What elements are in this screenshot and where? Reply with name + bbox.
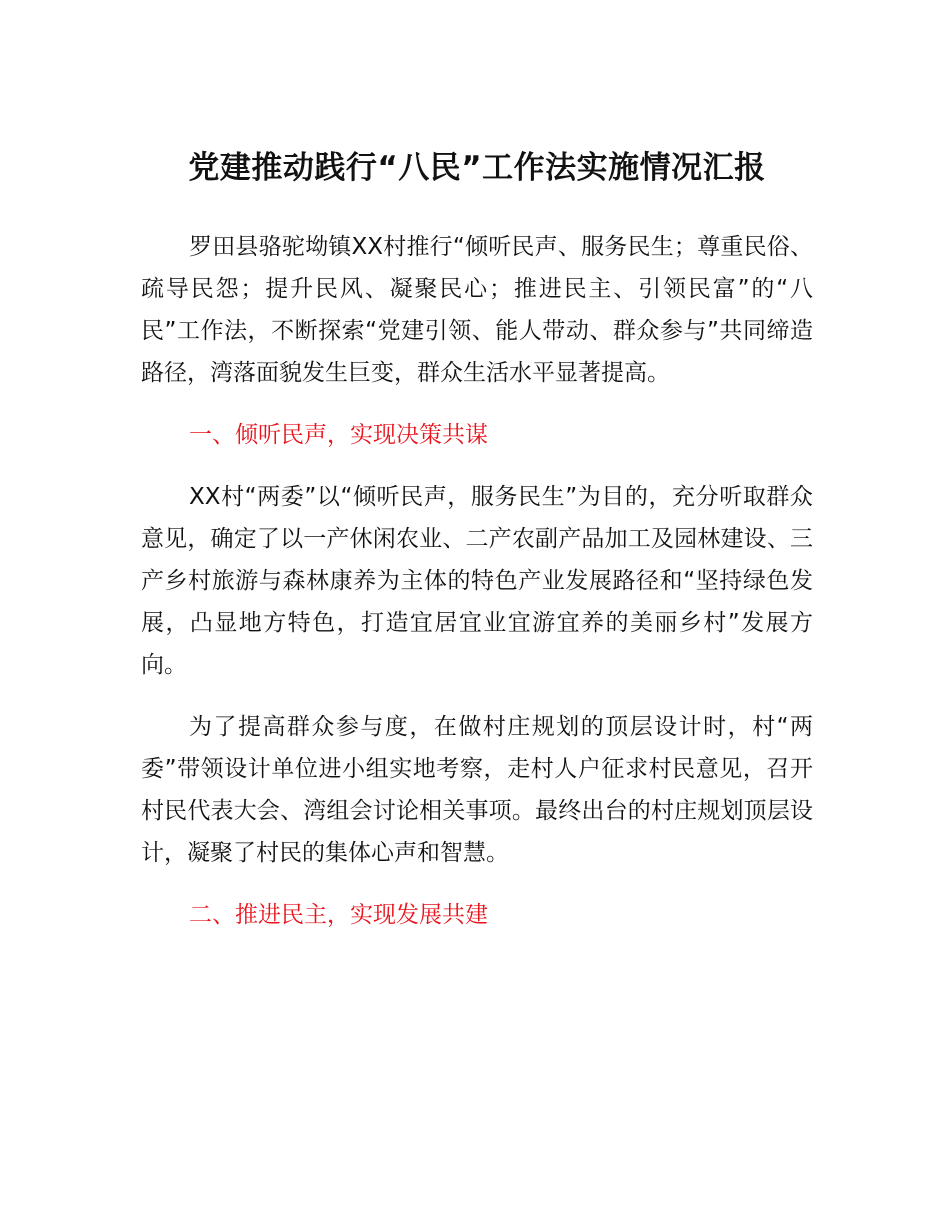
spacer bbox=[141, 874, 813, 894]
document-body bbox=[141, 138, 813, 936]
intro-paragraph: 罗田县骆驼坳镇XX村推行“倾听民声、服务民生；尊重民俗、疏导民怨；提升民风、凝聚民心；推进民主、引领民富”的“八民”工作法，不断探索“党建引领、能人带动、群众参与”共同缔造路径，湾落面貌发生巨变，群众生活水平显著提高。 bbox=[141, 234, 813, 386]
section-1-heading: 一、倾听民声，实现决策共谋 bbox=[189, 422, 488, 448]
section-2-heading: 二、推进民主，实现发展共建 bbox=[189, 902, 488, 928]
section-1-paragraph-2: 为了提高群众参与度，在做村庄规划的顶层设计时，村“两委”带领设计单位进小组实地考察，走村人户征求村民意见，召开村民代表大会、湾组会讨论相关事项。最终出台的村庄规划顶层设计，凝聚了村民的集体心声和智慧。 bbox=[141, 714, 813, 866]
spacer bbox=[141, 198, 813, 226]
spacer bbox=[141, 686, 813, 706]
spacer bbox=[141, 394, 813, 414]
document-title: 党建推动践行“八民”工作法实施情况汇报 bbox=[188, 150, 766, 186]
section-1-paragraph-1: XX村“两委”以“倾听民声，服务民生”为目的，充分听取群众意见，确定了以一产休闲农业、二产农副产品加工及园林建设、三产乡村旅游与森林康养为主体的特色产业发展路径和“坚持绿色发展，凸显地方特色，打造宜居宜业宜游宜养的美丽乡村”发展方向。 bbox=[141, 484, 813, 678]
spacer bbox=[141, 456, 813, 476]
